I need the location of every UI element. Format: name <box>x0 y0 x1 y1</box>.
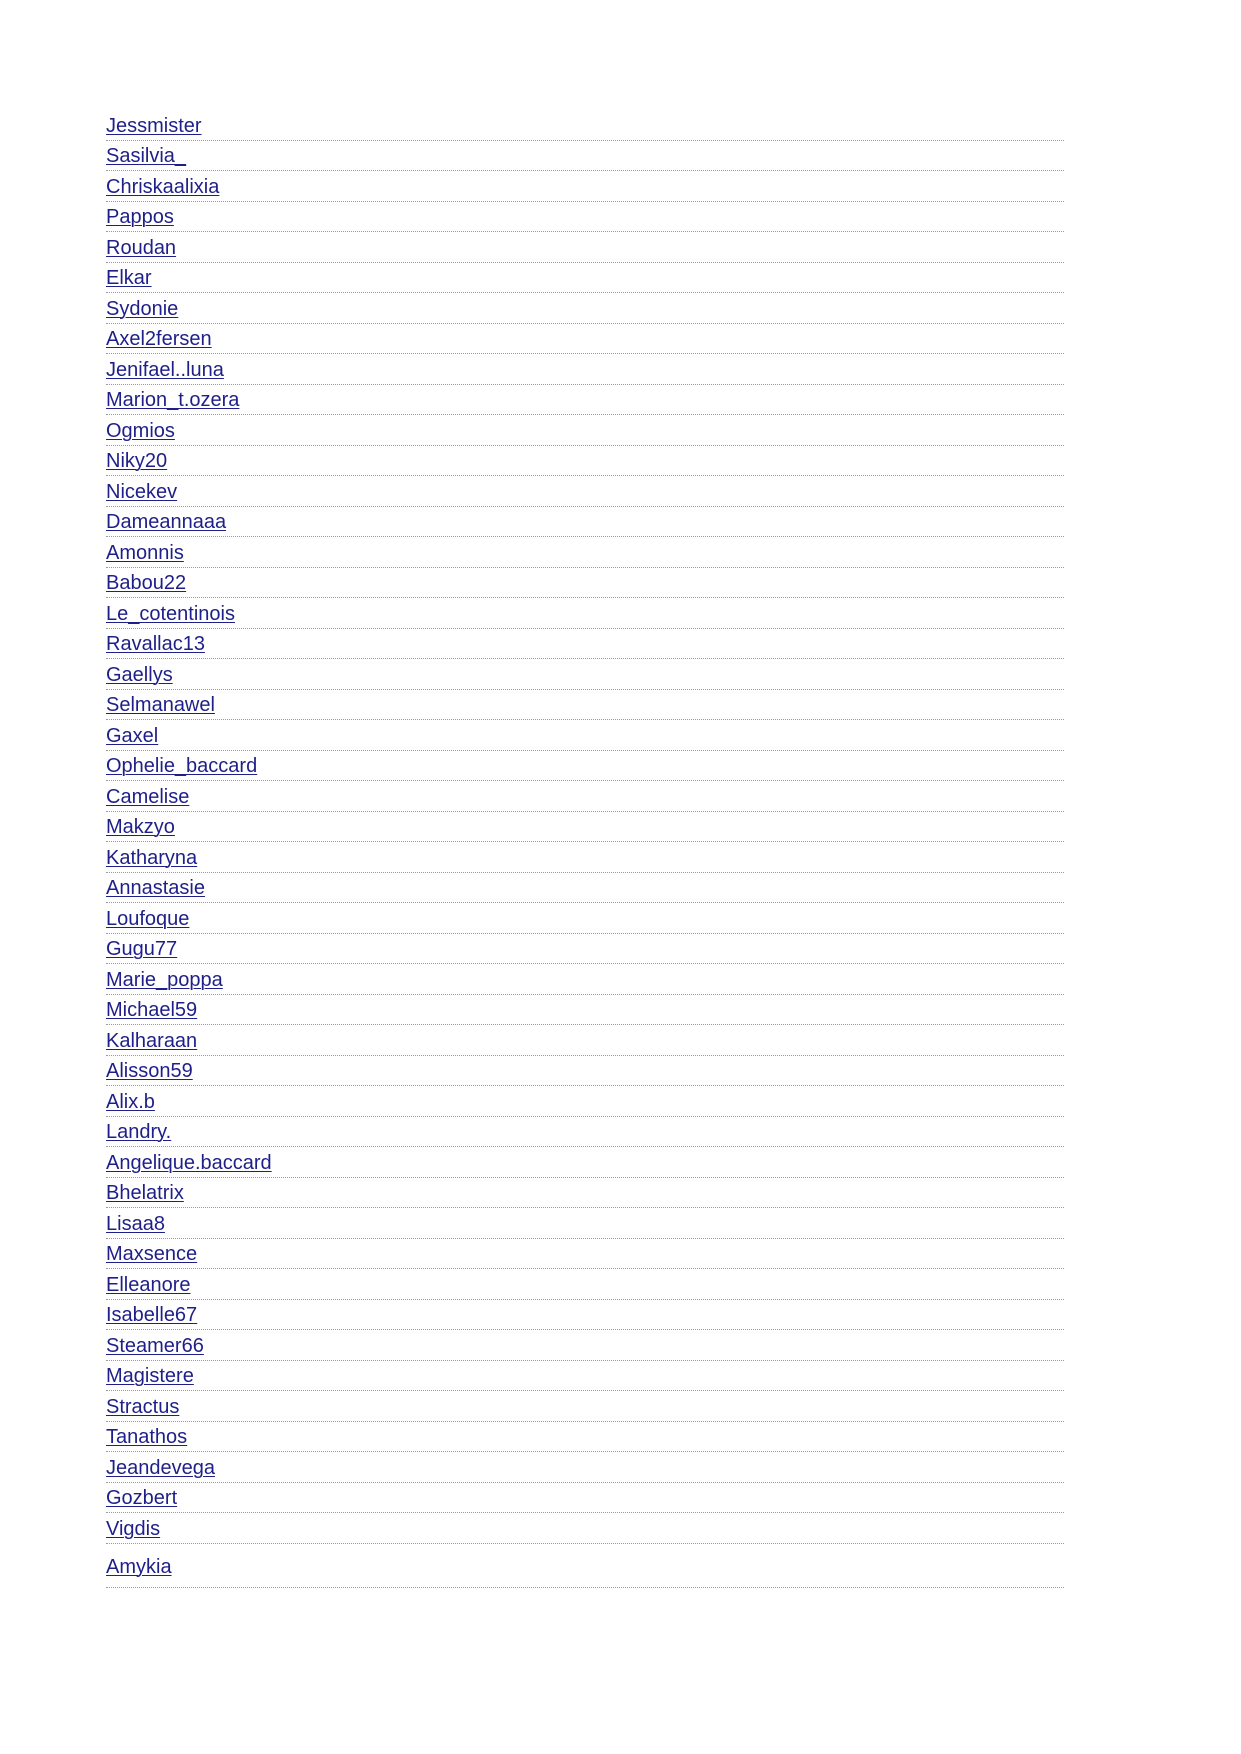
list-item <box>106 659 1064 690</box>
list-item <box>106 568 1064 599</box>
list-item <box>106 1269 1064 1300</box>
user-link[interactable]: Stractus <box>106 1395 180 1418</box>
list-item <box>106 1056 1064 1087</box>
list-item <box>106 1208 1064 1239</box>
list-item <box>106 415 1064 446</box>
user-link[interactable]: Gaxel <box>106 724 159 747</box>
user-link[interactable]: Michael59 <box>106 999 198 1021</box>
list-item <box>106 232 1064 263</box>
list-item <box>106 354 1064 385</box>
list-item <box>106 964 1064 995</box>
user-link[interactable]: Bhelatrix <box>106 1182 184 1204</box>
list-item <box>106 263 1064 294</box>
list-item <box>106 1178 1064 1209</box>
user-link[interactable]: Kalharaan <box>106 1029 198 1052</box>
user-link[interactable]: Landry. <box>106 1121 172 1143</box>
user-link[interactable]: Jeandevega <box>106 1456 215 1479</box>
user-link[interactable]: Sasilvia_ <box>106 145 187 167</box>
user-link[interactable]: Dameannaaa <box>106 511 227 533</box>
user-link[interactable]: Roudan <box>106 236 177 259</box>
user-link[interactable]: Angelique.baccard <box>106 1151 272 1174</box>
user-link[interactable]: Jessmister <box>106 114 202 137</box>
list-item <box>106 690 1064 721</box>
user-link[interactable]: Maxsence <box>106 1243 198 1265</box>
list-item <box>106 1391 1064 1422</box>
user-link[interactable]: Magistere <box>106 1365 194 1387</box>
list-item <box>106 476 1064 507</box>
list-item <box>106 1025 1064 1056</box>
user-list <box>106 110 1064 1588</box>
user-link[interactable]: Gozbert <box>106 1487 178 1509</box>
list-item <box>106 873 1064 904</box>
user-link[interactable]: Le_cotentinois <box>106 602 235 625</box>
user-link[interactable]: Axel2fersen <box>106 328 212 350</box>
user-link[interactable]: Alix.b <box>106 1090 155 1113</box>
list-item <box>106 1452 1064 1483</box>
list-item <box>106 842 1064 873</box>
user-link[interactable]: Ravallac13 <box>106 633 205 655</box>
user-link[interactable]: Gaellys <box>106 663 173 686</box>
user-link[interactable]: Gugu77 <box>106 938 178 960</box>
user-link[interactable]: Ogmios <box>106 419 175 442</box>
list-item <box>106 1086 1064 1117</box>
user-link[interactable]: Lisaa8 <box>106 1212 165 1235</box>
user-link[interactable]: Pappos <box>106 206 174 228</box>
list-item <box>106 720 1064 751</box>
list-item <box>106 1330 1064 1361</box>
document-page <box>106 110 1064 1588</box>
list-item <box>106 781 1064 812</box>
list-item <box>106 293 1064 324</box>
user-link[interactable]: Chriskaalixia <box>106 175 220 198</box>
user-link[interactable]: Niky20 <box>106 450 168 472</box>
user-link[interactable]: Loufoque <box>106 907 190 930</box>
list-item <box>106 1300 1064 1331</box>
list-item <box>106 934 1064 965</box>
user-link[interactable]: Makzyo <box>106 816 175 838</box>
list-item <box>106 537 1064 568</box>
list-item <box>106 1483 1064 1514</box>
user-link[interactable]: Sydonie <box>106 297 179 320</box>
user-link[interactable]: Marie_poppa <box>106 968 223 991</box>
user-link[interactable]: Marion_t.ozera <box>106 389 240 411</box>
user-link[interactable]: Elleanore <box>106 1273 191 1296</box>
user-link[interactable]: Nicekev <box>106 480 178 503</box>
user-link[interactable]: Jenifael..luna <box>106 358 224 381</box>
user-link[interactable]: Katharyna <box>106 846 198 869</box>
list-item <box>106 446 1064 477</box>
list-item <box>106 1147 1064 1178</box>
list-item <box>106 903 1064 934</box>
list-item <box>106 202 1064 233</box>
list-item <box>106 1544 1064 1588</box>
user-link[interactable]: Camelise <box>106 785 190 808</box>
user-link[interactable]: Tanathos <box>106 1426 188 1448</box>
user-link[interactable]: Amykia <box>106 1555 172 1578</box>
list-item <box>106 812 1064 843</box>
list-item <box>106 385 1064 416</box>
list-item <box>106 751 1064 782</box>
list-item <box>106 324 1064 355</box>
user-link[interactable]: Isabelle67 <box>106 1304 198 1326</box>
list-item <box>106 629 1064 660</box>
user-link[interactable]: Amonnis <box>106 541 184 564</box>
list-item <box>106 507 1064 538</box>
list-item <box>106 1239 1064 1270</box>
user-link[interactable]: Annastasie <box>106 877 205 899</box>
list-item <box>106 171 1064 202</box>
user-link[interactable]: Selmanawel <box>106 694 215 716</box>
list-item <box>106 1422 1064 1453</box>
user-link[interactable]: Vigdis <box>106 1517 161 1540</box>
user-link[interactable]: Elkar <box>106 267 152 289</box>
user-link[interactable]: Babou22 <box>106 572 187 594</box>
user-link[interactable]: Steamer66 <box>106 1334 204 1357</box>
user-link[interactable]: Ophelie_baccard <box>106 755 258 777</box>
list-item <box>106 1513 1064 1544</box>
list-item <box>106 141 1064 172</box>
list-item <box>106 110 1064 141</box>
list-item <box>106 1117 1064 1148</box>
user-link[interactable]: Alisson59 <box>106 1060 193 1082</box>
list-item <box>106 1361 1064 1392</box>
list-item <box>106 598 1064 629</box>
list-item <box>106 995 1064 1026</box>
